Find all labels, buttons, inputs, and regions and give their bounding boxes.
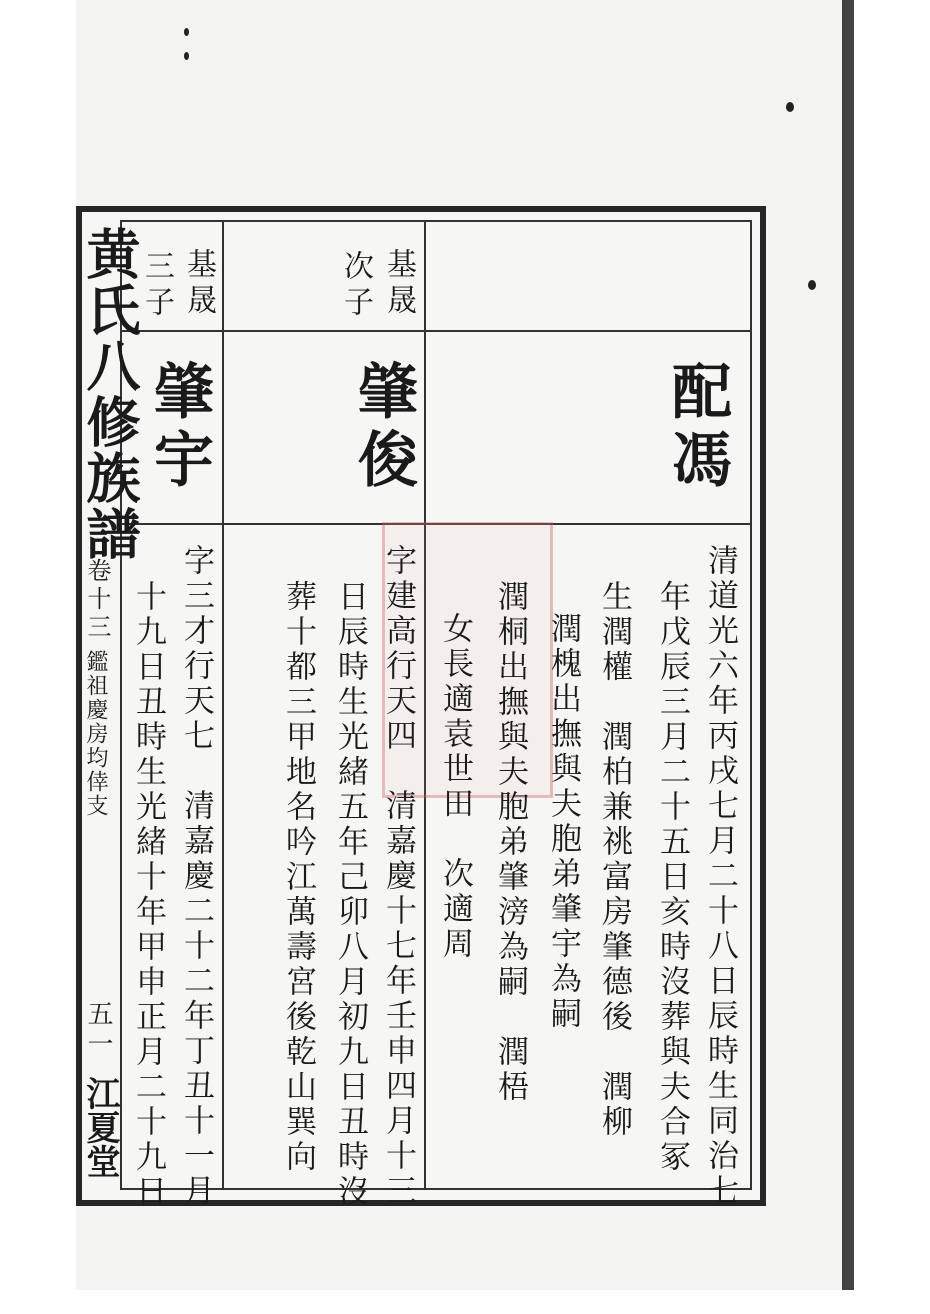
entry-text-line: 字三才行天七 清嘉慶二十二年丁丑十一月 xyxy=(178,544,214,1209)
ink-blot xyxy=(184,52,189,60)
entry-relation-line: 次子 xyxy=(338,250,373,322)
entry-text-line: 女長適袁世田 次適周 xyxy=(437,612,473,962)
entry-text-line: 日辰時生光緒五年己卯八月初九日丑時沒 xyxy=(332,580,368,1210)
hall-name: 江夏堂 xyxy=(80,1076,120,1178)
entry-relation-line: 基晟 xyxy=(381,248,416,320)
entry-text-line: 潤桐出撫與夫胞弟肇滂為嗣 潤梧 xyxy=(492,580,528,1105)
entry-relation-line: 基晟 xyxy=(181,248,216,320)
entry-text-line: 生潤權 潤柏兼祧富房肇德後 潤柳 xyxy=(596,580,632,1140)
entry-relation-line: 三子 xyxy=(139,250,174,322)
entry-text-line: 十九日丑時生光緒十年甲申正月二十九日 xyxy=(130,580,166,1210)
entry-name: 肇宇 xyxy=(144,360,214,496)
column-divider-line xyxy=(222,220,224,1190)
entry-name: 配馮 xyxy=(662,360,732,496)
entry-text-line: 字建高行天四 清嘉慶十七年壬申四月十三 xyxy=(380,544,416,1209)
header-divider-line xyxy=(120,330,752,332)
ink-blot xyxy=(808,280,816,290)
page-number: 五一 xyxy=(83,1000,113,1060)
ink-blot xyxy=(184,28,189,36)
genealogy-title: 黄氏八修族譜 xyxy=(78,226,142,562)
branch-label: 鑑祖慶房均倖支 xyxy=(83,650,108,818)
entry-text-line: 年戊辰三月二十五日亥時沒葬與夫合冢 xyxy=(654,580,690,1175)
entry-text-line: 葬十都三甲地名吟江萬壽宮後乾山巽向 xyxy=(280,580,316,1175)
entry-name: 肇俊 xyxy=(348,360,418,496)
entry-text-line: 清道光六年丙戌七月二十八日辰時生同治七 xyxy=(702,544,738,1209)
page-spine xyxy=(842,0,854,1290)
entry-text-line: 潤槐出撫與夫胞弟肇宇為嗣 xyxy=(545,612,581,1032)
volume-label: 卷十三 xyxy=(83,558,111,642)
ink-blot xyxy=(786,102,794,112)
